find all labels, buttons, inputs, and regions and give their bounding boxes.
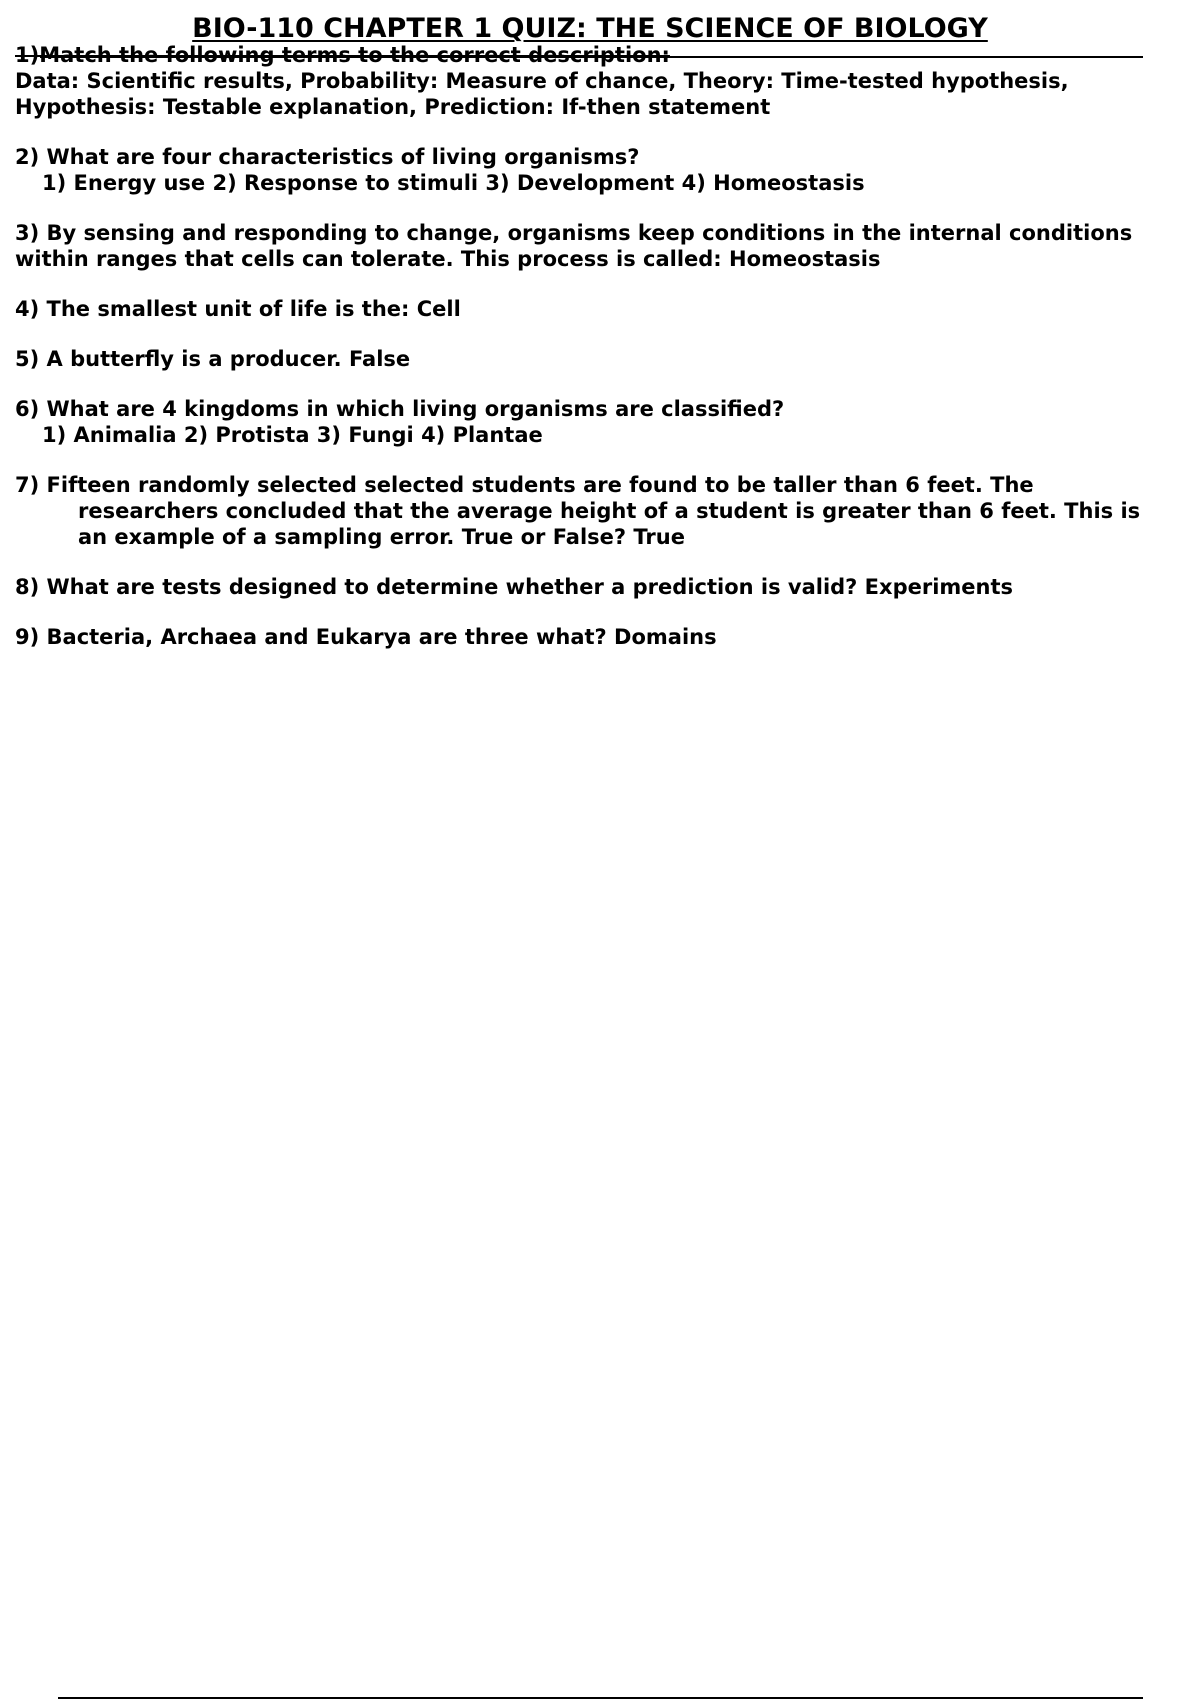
question-8 bbox=[15, 574, 1195, 600]
question-5 bbox=[15, 346, 1195, 372]
question-7-line-1: 7) Fifteen randomly selected selected students are found to be taller than 6 feet. The bbox=[15, 473, 1034, 497]
page-title: BIO-110 CHAPTER 1 QUIZ: THE SCIENCE OF BIOLOGY bbox=[192, 13, 988, 44]
question-4-text: 4) The smallest unit of life is the: Cell bbox=[15, 297, 461, 321]
question-5-text: 5) A butterfly is a producer. False bbox=[15, 347, 411, 371]
question-9-text: 9) Bacteria, Archaea and Eukarya are three what? Domains bbox=[15, 625, 717, 649]
question-2 bbox=[15, 144, 1195, 196]
question-7-line-2: researchers concluded that the average height of a student is greater than 6 feet. This is bbox=[78, 499, 1141, 523]
bottom-divider bbox=[58, 1697, 1143, 1699]
question-7-line-3: an example of a sampling error. True or False? True bbox=[78, 525, 685, 549]
question-2-prompt: 2) What are four characteristics of living organisms? bbox=[15, 145, 640, 169]
question-3-line-2: within ranges that cells can tolerate. This process is called: Homeostasis bbox=[15, 247, 881, 271]
question-4 bbox=[15, 296, 1195, 322]
question-9 bbox=[15, 624, 1195, 650]
question-3-line-1: 3) By sensing and responding to change, organisms keep conditions in the internal conditions bbox=[15, 221, 1133, 245]
question-3 bbox=[15, 220, 1195, 272]
question-1 bbox=[15, 42, 1195, 120]
question-6 bbox=[15, 396, 1195, 448]
question-6-prompt: 6) What are 4 kingdoms in which living organisms are classified? bbox=[15, 397, 785, 421]
question-2-answer: 1) Energy use 2) Response to stimuli 3) Development 4) Homeostasis bbox=[42, 171, 865, 195]
question-1-answer-line-2: Hypothesis: Testable explanation, Prediction: If-then statement bbox=[15, 95, 771, 119]
question-1-prompt: 1)Match the following terms to the correct description: bbox=[15, 43, 670, 67]
question-7 bbox=[15, 472, 1195, 550]
question-8-text: 8) What are tests designed to determine whether a prediction is valid? Experiments bbox=[15, 575, 1014, 599]
question-1-answer-line-1: Data: Scientific results, Probability: Measure of chance, Theory: Time-tested hypothesis, bbox=[15, 69, 1069, 93]
quiz-body bbox=[15, 42, 1195, 650]
question-6-answer: 1) Animalia 2) Protista 3) Fungi 4) Plantae bbox=[42, 423, 543, 447]
